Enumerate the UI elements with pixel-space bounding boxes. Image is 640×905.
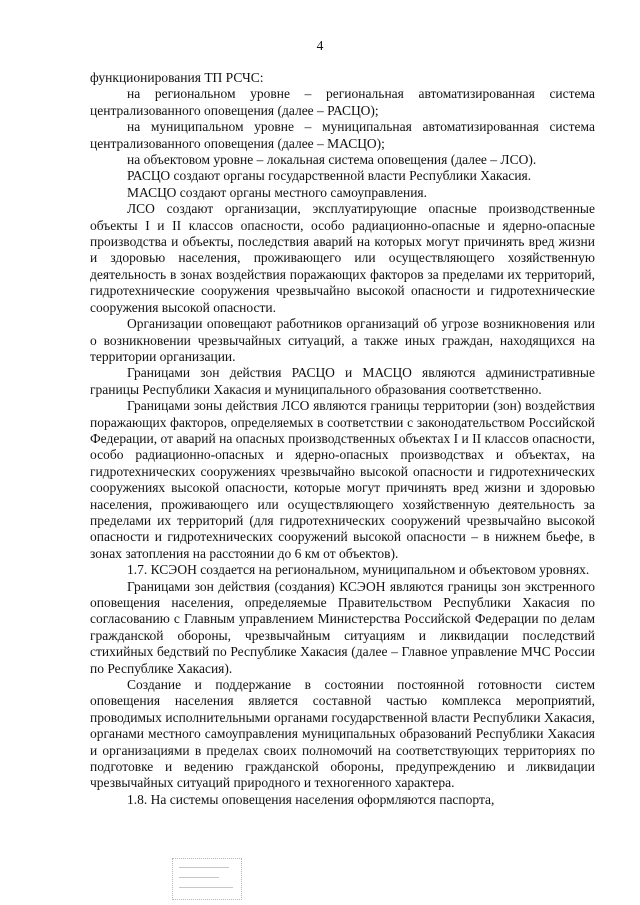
paragraph-6: МАСЦО создают органы местного самоуправления. — [127, 184, 428, 200]
faded-stamp — [172, 858, 242, 900]
paragraph-4: на объектовом уровне – локальная система оповещения (далее – ЛСО). — [127, 152, 537, 168]
paragraph-8: Организации оповещают работников организаций об угрозе возникновения или о возникновении чрезвычайных ситуаций, а также иных граждан, находящихся на территории организации. — [90, 316, 595, 364]
document-body — [90, 70, 595, 808]
paragraph-7: ЛСО создают организации, эксплуатирующие опасные производственные объекты I и II классов опасности, особо радиационно-опасные и ядерно-опасные производства и объекты, последствия аварий на которых могут причинять вред жизни и здоровью населения, проживающего или осуществляющего хозяйственную деятельность в зонах воздействия поражающих факторов за пределами их территорий, гидротехнические сооружения чрезвычайно высокой опасности и гидротехнические сооружения высокой опасности. — [90, 201, 595, 315]
paragraph-1: функционирования ТП РСЧС: — [90, 70, 264, 85]
paragraph-13: Создание и поддержание в состоянии постоянной готовности систем оповещения населения является составной частью комплекса мероприятий, проводимых исполнительными органами государственной власти Республики Хакасия, органами местного самоуправления муниципальных образований Республики Хакасия и организациями в пределах своих полномочий на соответствующих территориях по подготовке и ведению гражданской обороны, предупреждению и ликвидации чрезвычайных ситуаций природного и техногенного характера. — [90, 677, 595, 791]
page-number: 4 — [316, 38, 324, 53]
paragraph-9: Границами зон действия РАСЦО и МАСЦО являются административные границы Республики Хакасия и муниципального образования соответственно. — [90, 365, 595, 397]
paragraph-10: Границами зоны действия ЛСО являются границы территории (зон) воздействия поражающих факторов, определяемых в соответствии с законодательством Российской Федерации, от аварий на опасных производственных объектах I и II классов опасности, особо радиационно-опасных и ядерно-опасных производствах и объектах, на гидротехнических сооружениях чрезвычайно высокой опасности и гидротехнических сооружениях высокой опасности, которые могут причинять вред жизни и здоровью населения, проживающего или осуществляющего хозяйственную деятельность за пределами их территорий (для гидротехнических сооружений чрезвычайно высокой опасности и гидротехнических сооружений высокой опасности – в нижнем бьефе, в зонах затопления на расстоянии до 6 км от объектов). — [90, 398, 595, 561]
paragraph-12: Границами зон действия (создания) КСЭОН являются границы зон экстренного оповещения населения, определяемые Правительством Республики Хакасия по согласованию с Главным управлением Министерства Российской Федерации по делам гражданской обороны, чрезвычайным ситуациям и ликвидации последствий стихийных бедствий по Республике Хакасия (далее – Главное управление МЧС России по Республике Хакасия). — [90, 578, 595, 676]
paragraph-11: 1.7. КСЭОН создается на региональном, муниципальном и объектовом уровнях. — [127, 562, 590, 578]
paragraph-5: РАСЦО создают органы государственной власти Республики Хакасия. — [127, 168, 532, 184]
paragraph-14: 1.8. На системы оповещения населения оформляются паспорта, — [127, 791, 495, 807]
paragraph-2: на региональном уровне – региональная автоматизированная система централизованного оповещения (далее – РАСЦО); — [90, 86, 595, 118]
paragraph-3: на муниципальном уровне – муниципальная автоматизированная система централизованного оповещения (далее – МАСЦО); — [90, 119, 595, 151]
